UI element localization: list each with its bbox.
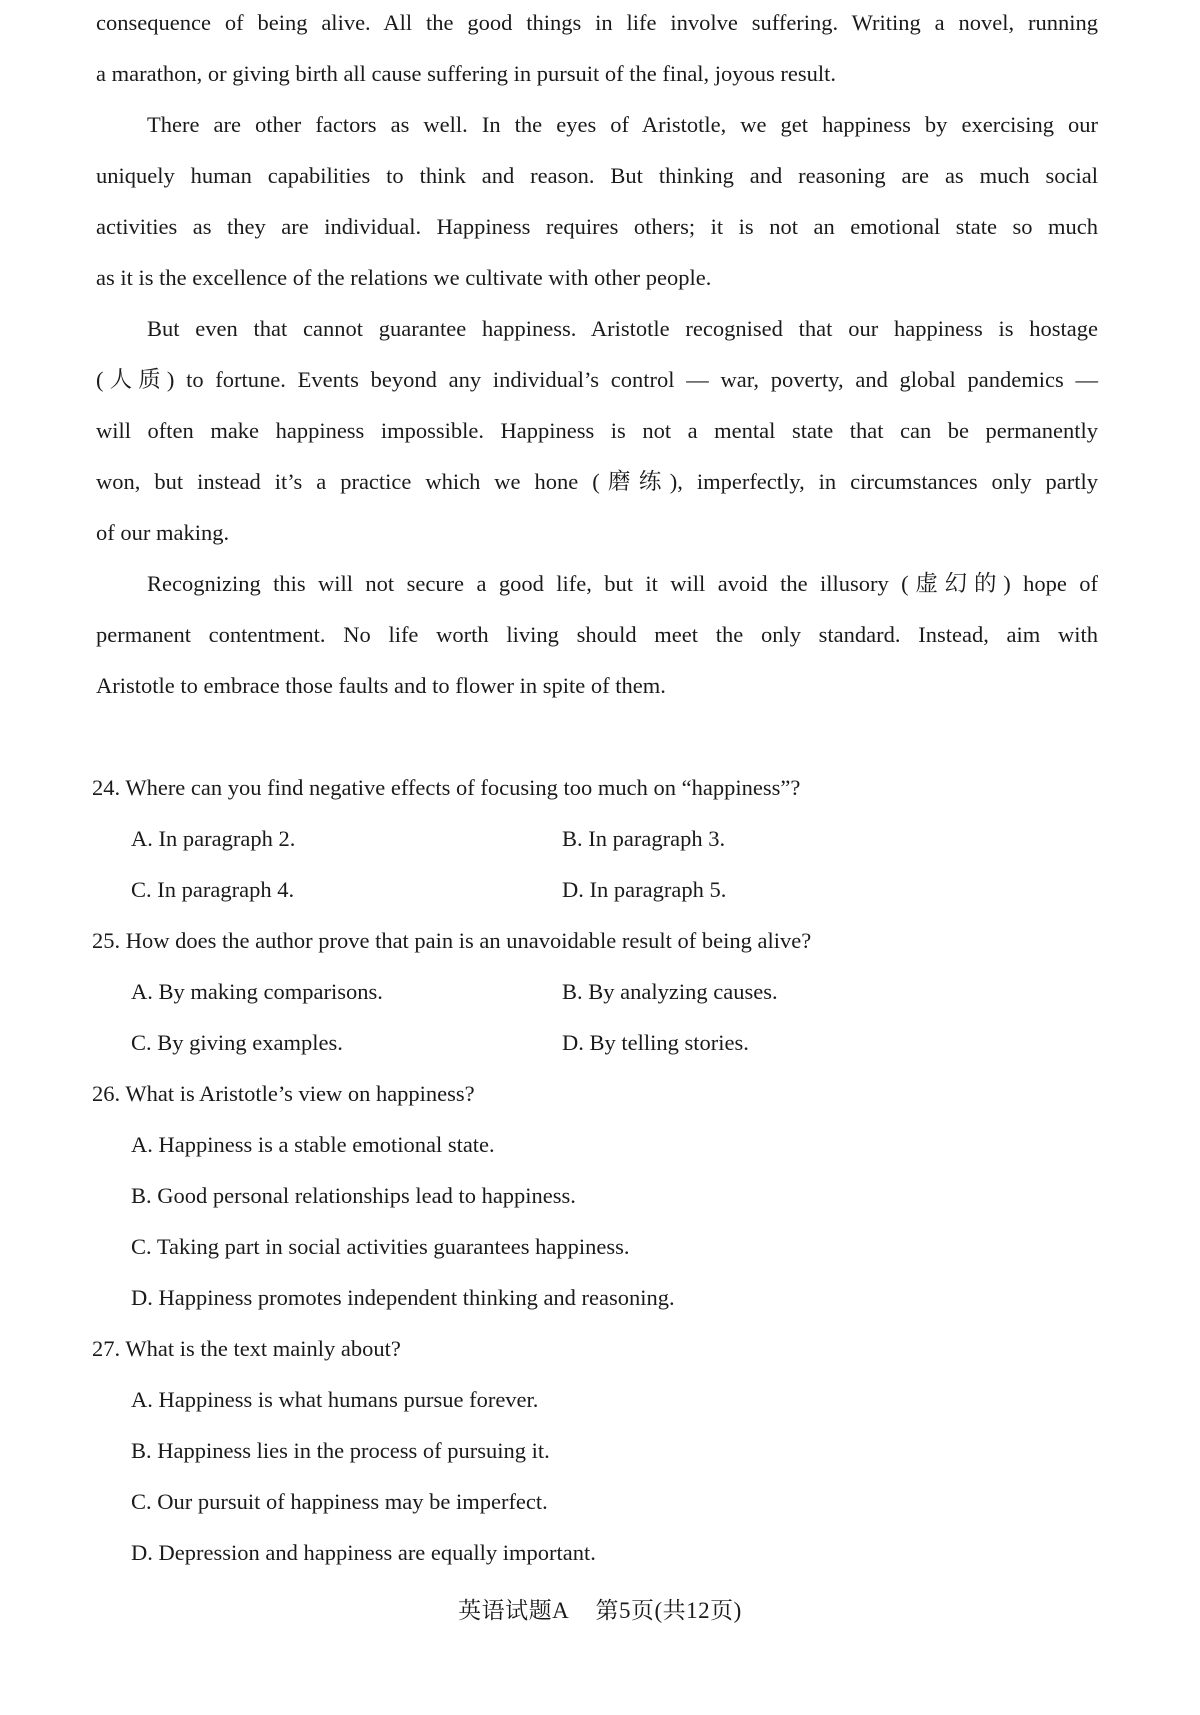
option-label: D. [562,1030,584,1055]
passage-line: as it is the excellence of the relations we cultivate with other people. [96,265,712,290]
option-label: D. [131,1285,153,1310]
exam-title: 英语试题A [458,1598,570,1623]
option-text: By analyzing causes. [588,979,778,1004]
option-label: A. [131,1387,153,1412]
option-label: B. [562,826,583,851]
page-number: 第5页(共12页) [595,1598,742,1623]
passage-line: But even that cannot guarantee happiness. Aristotle recognised that our happiness is hostage [147,316,1098,341]
passage-line: permanent contentment. No life worth living should meet the only standard. Instead, aim with [96,622,1098,647]
option-label: C. [131,1489,152,1514]
option-label: C. [131,1234,152,1259]
option-d[interactable] [131,1283,675,1313]
option-b[interactable] [131,1436,550,1466]
option-a[interactable] [131,1385,538,1415]
passage-line: There are other factors as well. In the eyes of Aristotle, we get happiness by exercising our [147,112,1098,137]
page-footer [0,1596,1200,1626]
option-a[interactable] [131,824,295,854]
option-c[interactable] [131,875,294,905]
question-text: How does the author prove that pain is an unavoidable result of being alive? [125,928,812,953]
option-label: B. [562,979,583,1004]
option-text: In paragraph 4. [157,877,295,902]
option-text: In paragraph 2. [158,826,296,851]
option-b[interactable] [131,1181,576,1211]
passage-line: Recognizing this will not secure a good life, but it will avoid the illusory (虚幻的) hope of [147,571,1098,596]
option-text: By giving examples. [157,1030,343,1055]
option-text: In paragraph 3. [588,826,726,851]
option-label: B. [131,1183,152,1208]
option-label: A. [131,1132,153,1157]
question-text: What is the text mainly about? [125,1336,401,1361]
option-text: Happiness lies in the process of pursuing it. [157,1438,550,1463]
passage-line: a marathon, or giving birth all cause suffering in pursuit of the final, joyous result. [96,61,837,86]
question-stem [92,1079,475,1109]
option-text: By telling stories. [589,1030,749,1055]
question-stem [92,926,811,956]
passage-line: won, but instead it’s a practice which we hone (磨练), imperfectly, in circumstances only partly [96,469,1098,494]
option-text: By making comparisons. [158,979,383,1004]
option-text: Happiness promotes independent thinking and reasoning. [158,1285,675,1310]
option-label: D. [131,1540,153,1565]
option-label: A. [131,979,153,1004]
option-d[interactable] [562,1028,749,1058]
option-label: D. [562,877,584,902]
option-text: Taking part in social activities guarantees happiness. [156,1234,630,1259]
option-text: In paragraph 5. [589,877,727,902]
option-a[interactable] [131,977,383,1007]
passage-line: of our making. [96,520,230,545]
option-b[interactable] [562,977,778,1007]
option-d[interactable] [562,875,726,905]
question-number: 26. [92,1081,121,1106]
question-number: 27. [92,1336,121,1361]
option-text: Happiness is a stable emotional state. [158,1132,495,1157]
passage-line: will often make happiness impossible. Happiness is not a mental state that can be permanently [96,418,1098,443]
option-c[interactable] [131,1487,548,1517]
passage-line: (人质) to fortune. Events beyond any individual’s control — war, poverty, and global pandemics — [96,367,1098,392]
option-text: Our pursuit of happiness may be imperfect. [157,1489,548,1514]
option-text: Good personal relationships lead to happiness. [157,1183,576,1208]
question-stem [92,1334,401,1364]
option-label: B. [131,1438,152,1463]
passage-line: activities as they are individual. Happiness requires others; it is not an emotional state so much [96,214,1098,239]
option-a[interactable] [131,1130,495,1160]
option-label: C. [131,877,152,902]
question-text: Where can you find negative effects of focusing too much on “happiness”? [125,775,801,800]
question-stem [92,773,800,803]
passage-line: Aristotle to embrace those faults and to flower in spite of them. [96,673,666,698]
option-c[interactable] [131,1232,630,1262]
option-text: Depression and happiness are equally important. [158,1540,596,1565]
question-number: 25. [92,928,121,953]
question-text: What is Aristotle’s view on happiness? [125,1081,475,1106]
passage-line: uniquely human capabilities to think and reason. But thinking and reasoning are as much social [96,163,1098,188]
option-label: A. [131,826,153,851]
option-b[interactable] [562,824,725,854]
passage-line: consequence of being alive. All the good things in life involve suffering. Writing a novel, running [96,10,1098,35]
option-label: C. [131,1030,152,1055]
option-c[interactable] [131,1028,343,1058]
question-number: 24. [92,775,121,800]
option-text: Happiness is what humans pursue forever. [158,1387,539,1412]
option-d[interactable] [131,1538,596,1568]
